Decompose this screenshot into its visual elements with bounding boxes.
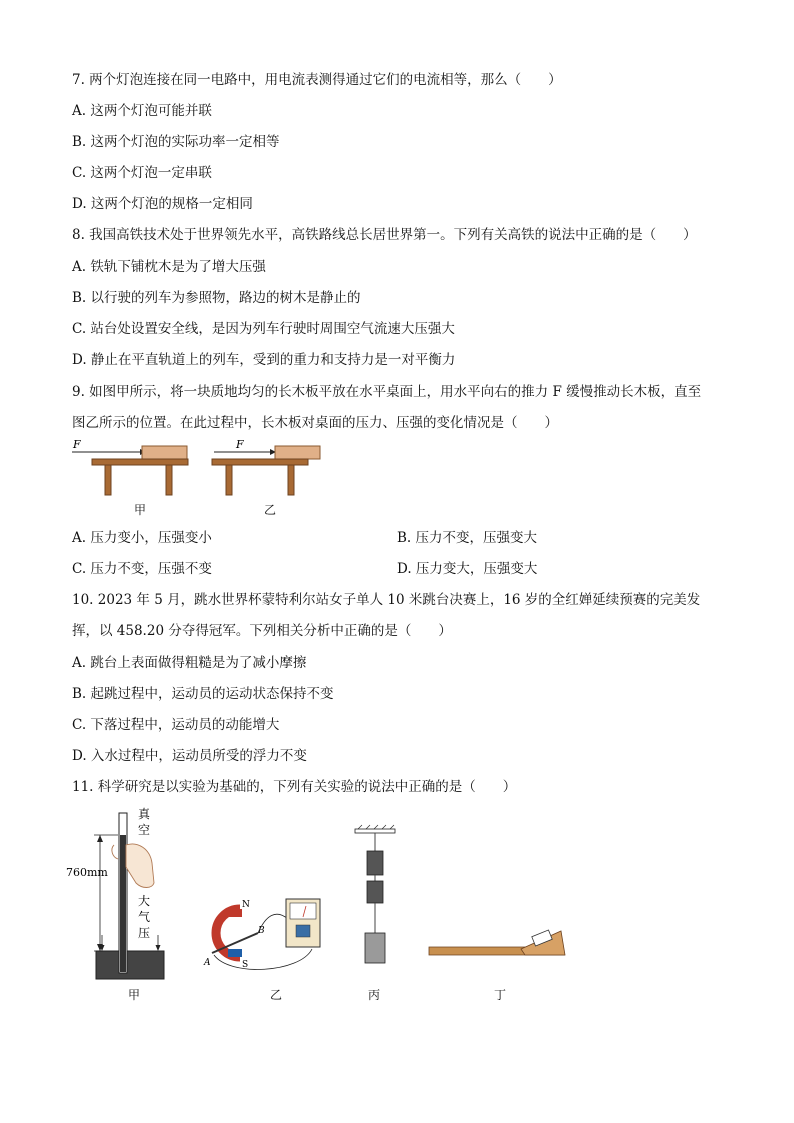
- hanging-weight: [365, 933, 385, 963]
- force-label: F: [73, 438, 81, 451]
- long-board: [142, 446, 187, 459]
- atm-pressure-label: 大: [138, 894, 151, 908]
- q10-option-a[interactable]: A. 跳台上表面做得粗糙是为了减小摩擦: [72, 655, 307, 671]
- q7-option-c[interactable]: C. 这两个灯泡一定串联: [72, 165, 212, 181]
- q8-option-c[interactable]: C. 站台处设置安全线，是因为列车行驶时周围空气流速大压强大: [72, 321, 455, 337]
- table-top: [212, 459, 308, 465]
- hand-thumb: [112, 845, 118, 859]
- galvanometer-panel: [296, 925, 310, 937]
- point-b-label: B: [258, 926, 265, 936]
- long-board: [275, 446, 320, 459]
- q11-caption-bing: 丙: [368, 988, 381, 1002]
- q9-option-c[interactable]: C. 压力不变，压强不变: [72, 561, 212, 577]
- point-a-label: A: [204, 958, 211, 968]
- q7-option-d[interactable]: D. 这两个灯泡的规格一定相同: [72, 196, 253, 212]
- q8-option-d[interactable]: D. 静止在平直轨道上的列车，受到的重力和支持力是一对平衡力: [72, 352, 456, 368]
- hatch: [358, 825, 362, 829]
- q10-option-d[interactable]: D. 入水过程中，运动员所受的浮力不变: [72, 748, 307, 764]
- q9-option-b[interactable]: B. 压力不变，压强变大: [397, 530, 538, 546]
- q9-caption-yi: 乙: [264, 503, 277, 517]
- vacuum-label: 真: [138, 807, 151, 821]
- q11-figure-bing-weights: [350, 825, 400, 970]
- q11-figure-jia-torricelli: [66, 805, 180, 985]
- height-label: 760mm: [66, 866, 108, 879]
- hatch: [374, 825, 378, 829]
- table-leg: [166, 465, 172, 495]
- q11-caption-yi: 乙: [270, 988, 283, 1002]
- atm-pressure-label: 压: [138, 926, 151, 940]
- q8-option-a[interactable]: A. 铁轨下铺枕木是为了增大压强: [72, 259, 266, 275]
- q7-stem: 7. 两个灯泡连接在同一电路中，用电流表测得通过它们的电流相等，那么（ ）: [72, 72, 562, 88]
- q11-caption-jia: 甲: [128, 988, 141, 1002]
- mercury-column: [120, 835, 126, 972]
- ceiling-support: [355, 829, 395, 833]
- magnet-pole-south: [228, 949, 242, 957]
- q11-caption-ding: 丁: [494, 988, 507, 1002]
- dimension-arrow-up: [97, 835, 103, 842]
- table-leg: [105, 465, 111, 495]
- q11-figure-yi-induction: [200, 895, 335, 975]
- q10-option-c[interactable]: C. 下落过程中，运动员的动能增大: [72, 717, 280, 733]
- q11-stem: 11. 科学研究是以实验为基础的，下列有关实验的说法中正确的是（ ）: [72, 779, 517, 795]
- q9-option-d[interactable]: D. 压力变大，压强变大: [397, 561, 538, 577]
- hatch: [390, 825, 394, 829]
- q7-option-b[interactable]: B. 这两个灯泡的实际功率一定相等: [72, 134, 280, 150]
- mercury-trough: [96, 951, 164, 979]
- magnet-pole-north: [228, 909, 242, 917]
- q9-stem-line1: 9. 如图甲所示，将一块质地均匀的长木板平放在水平桌面上，用水平向右的推力 F 缓慢推动长木板，直至: [72, 384, 702, 400]
- q9-caption-jia: 甲: [134, 503, 147, 517]
- q9-figure-jia: [70, 436, 200, 501]
- pole-s-label: S: [242, 960, 249, 970]
- q10-option-b[interactable]: B. 起跳过程中，运动员的运动状态保持不变: [72, 686, 334, 702]
- pole-n-label: N: [242, 900, 250, 910]
- force-label: F: [236, 438, 244, 451]
- q10-stem-line1: 10. 2023 年 5 月，跳水世界杯蒙特利尔站女子单人 10 米跳台决赛上，16 岁的全红婵延续预赛的完美发: [72, 592, 701, 608]
- hatch: [366, 825, 370, 829]
- q11-figure-ding-incline: [425, 925, 570, 965]
- q9-figure-yi: [210, 436, 340, 501]
- lead-block: [367, 851, 383, 875]
- q8-stem: 8. 我国高铁技术处于世界领先水平，高铁路线总长居世界第一。下列有关高铁的说法中正确的是（ ）: [72, 227, 697, 243]
- table-leg: [288, 465, 294, 495]
- lead-block: [367, 881, 383, 903]
- pressure-arrow-head: [156, 945, 161, 951]
- q8-option-b[interactable]: B. 以行驶的列车为参照物，路边的树木是静止的: [72, 290, 361, 306]
- hatch: [382, 825, 386, 829]
- hand: [126, 844, 154, 888]
- q10-stem-line2: 挥，以 458.20 分夺得冠军。下列相关分析中正确的是（ ）: [72, 623, 452, 639]
- q9-option-a[interactable]: A. 压力变小，压强变小: [72, 530, 212, 546]
- vacuum-label: 空: [138, 823, 151, 837]
- q7-option-a[interactable]: A. 这两个灯泡可能并联: [72, 103, 212, 119]
- table-top: [92, 459, 188, 465]
- table-leg: [226, 465, 232, 495]
- q9-stem-line2: 图乙所示的位置。在此过程中，长木板对桌面的压力、压强的变化情况是（ ）: [72, 415, 558, 431]
- atm-pressure-label: 气: [138, 910, 151, 924]
